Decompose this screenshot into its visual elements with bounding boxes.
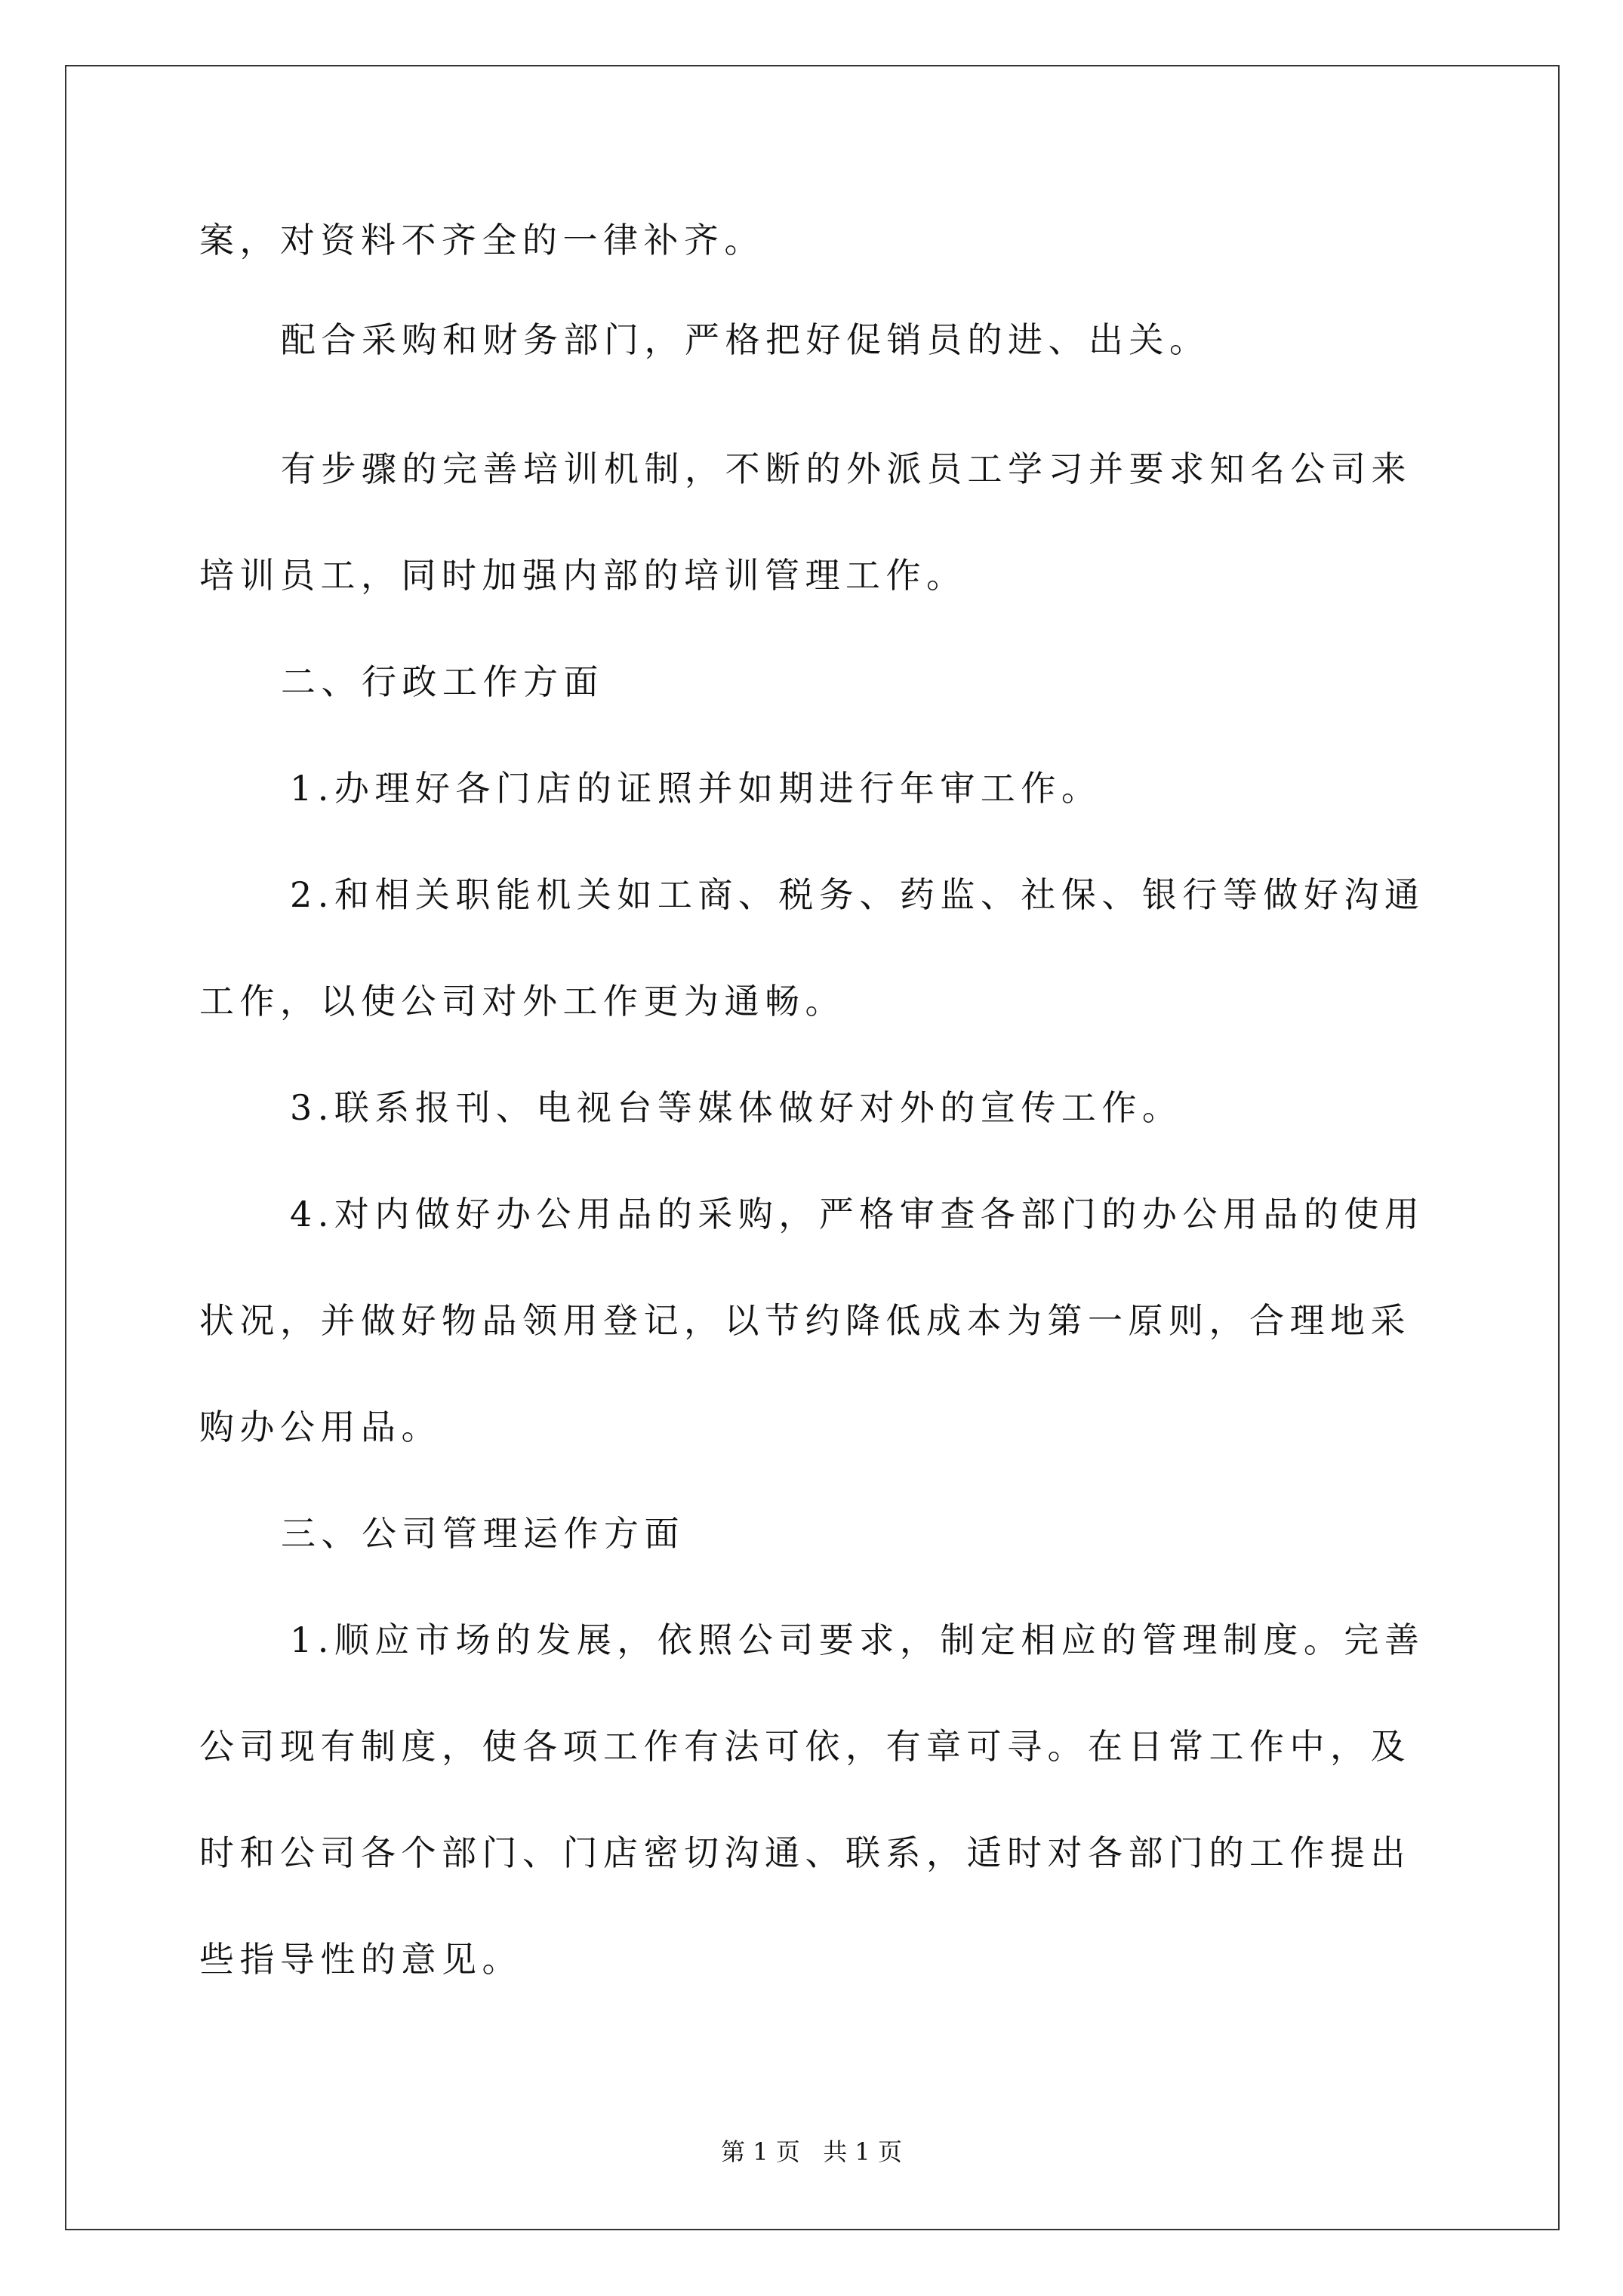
page-frame xyxy=(65,65,1560,2230)
paragraph-line: 配合采购和财务部门，严格把好促销员的进、出关。 xyxy=(281,319,1210,360)
paragraph-line: 公司现有制度，使各项工作有法可依，有章可寻。在日常工作中，及 xyxy=(199,1726,1411,1767)
paragraph-line: 状况，并做好物品领用登记，以节约降低成本为第一原则，合理地采 xyxy=(199,1300,1411,1341)
page-number-footer: 第 1 页 共 1 页 xyxy=(721,2137,902,2166)
paragraph-line: 有步骤的完善培训机制，不断的外派员工学习并要求知名公司来 xyxy=(281,448,1412,489)
paragraph-line: 些指导性的意见。 xyxy=(199,1939,522,1980)
paragraph-line: 工作，以使公司对外工作更为通畅。 xyxy=(199,981,845,1022)
paragraph-line: 培训员工，同时加强内部的培训管理工作。 xyxy=(199,555,967,596)
paragraph-line: 购办公用品。 xyxy=(199,1407,442,1447)
section-heading: 三、公司管理运作方面 xyxy=(281,1513,685,1554)
paragraph-line: 时和公司各个部门、门店密切沟通、联系，适时对各部门的工作提出 xyxy=(199,1832,1411,1873)
paragraph-line: 1.办理好各门店的证照并如期进行年审工作。 xyxy=(290,768,1102,809)
paragraph-line: 2.和相关职能机关如工商、税务、药监、社保、银行等做好沟通 xyxy=(290,874,1425,915)
section-heading: 二、行政工作方面 xyxy=(281,661,604,702)
paragraph-line: 案，对资料不齐全的一律补齐。 xyxy=(199,220,765,260)
paragraph-line: 3.联系报刊、电视台等媒体做好对外的宣传工作。 xyxy=(290,1087,1183,1128)
paragraph-line: 1.顺应市场的发展，依照公司要求，制定相应的管理制度。完善 xyxy=(290,1620,1425,1660)
paragraph-line: 4.对内做好办公用品的采购，严格审查各部门的办公用品的使用 xyxy=(290,1194,1425,1234)
